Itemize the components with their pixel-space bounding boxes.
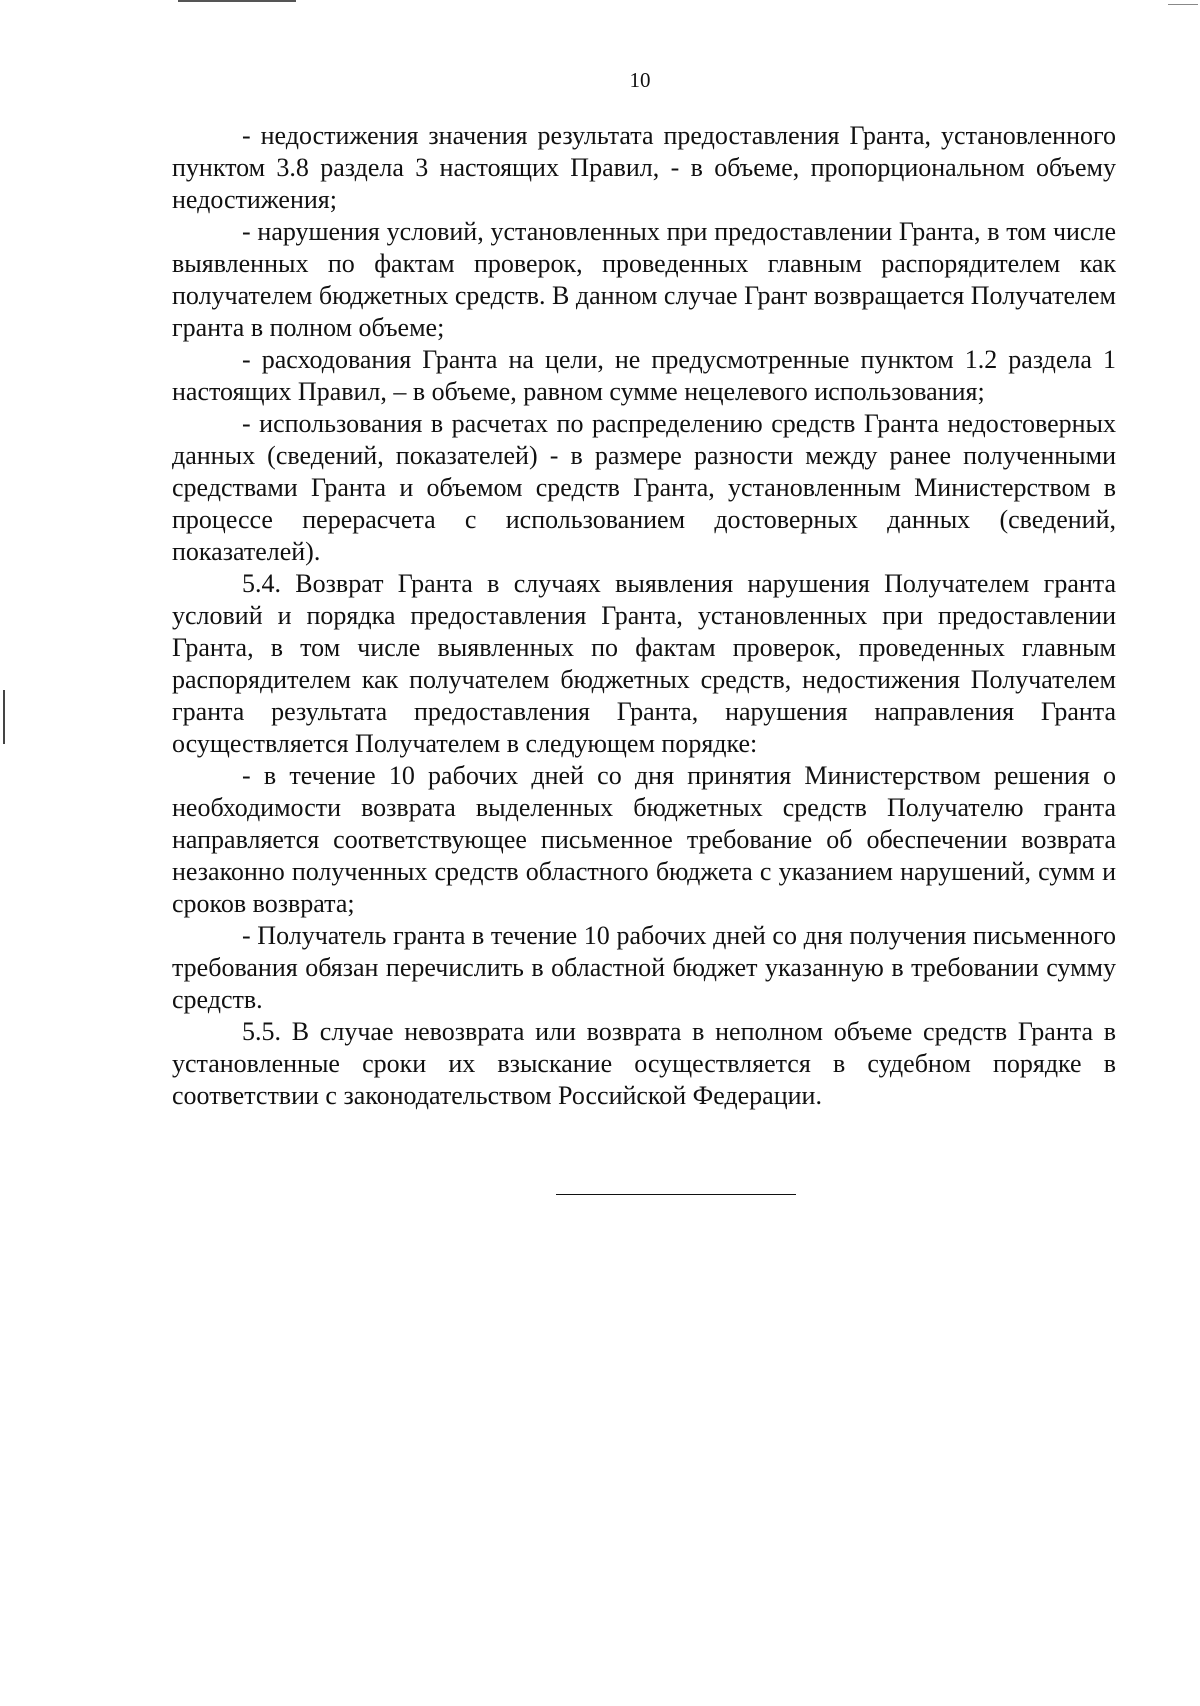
paragraph-section-5-5: 5.5. В случае невозврата или возврата в неполном объеме средств Гранта в установленные сроки их взыскание осуществляется в судебном порядке в соответствии с законодательством Российской Федерации.	[172, 1017, 1116, 1110]
paragraph-misuse-of-grant: - расходования Гранта на цели, не предусмотренные пунктом 1.2 раздела 1 настоящих Правил, – в объеме, равном сумме нецелевого использования;	[172, 345, 1116, 406]
closing-divider-line	[556, 1194, 796, 1195]
paragraph-underachievement: - недостижения значения результата предоставления Гранта, установленного пунктом 3.8 раздела 3 настоящих Правил, - в объеме, пропорциональном объему недостижения;	[172, 121, 1116, 214]
scan-artifact-top-line	[178, 0, 296, 2]
scan-artifact-left-margin	[3, 690, 5, 744]
scan-artifact-top-right-line	[1168, 4, 1198, 5]
paragraph-unreliable-data: - использования в расчетах по распределению средств Гранта недостоверных данных (сведений, показателей) - в размере разности между ранее полученными средствами Гранта и объемом средств Гранта, установленным Министерством в процессе перерасчета с использованием достоверных данных (сведений, показателей).	[172, 409, 1116, 566]
paragraph-recipient-repayment: - Получатель гранта в течение 10 рабочих дней со дня получения письменного требования обязан перечислить в областной бюджет указанную в требовании сумму средств.	[172, 921, 1116, 1014]
paragraph-section-5-4: 5.4. Возврат Гранта в случаях выявления нарушения Получателем гранта условий и порядка предоставления Гранта, установленных при предоставлении Гранта, в том числе выявленных по фактам проверок, проведенных главным распорядителем как получателем бюджетных средств, недостижения Получателем гранта результата предоставления Гранта, нарушения направления Гранта осуществляется Получателем в следующем порядке:	[172, 569, 1116, 758]
paragraph-notice-within-10-days: - в течение 10 рабочих дней со дня принятия Министерством решения о необходимости возврата выделенных бюджетных средств Получателю гранта направляется соответствующее письменное требование об обеспечении возврата незаконно полученных средств областного бюджета с указанием нарушений, сумм и сроков возврата;	[172, 761, 1116, 918]
paragraph-violation-of-conditions: - нарушения условий, установленных при предоставлении Гранта, в том числе выявленных по фактам проверок, проведенных главным распорядителем как получателем бюджетных средств. В данном случае Грант возвращается Получателем гранта в полном объеме;	[172, 217, 1116, 342]
page-number: 10	[629, 68, 651, 92]
document-body	[172, 120, 1116, 1112]
